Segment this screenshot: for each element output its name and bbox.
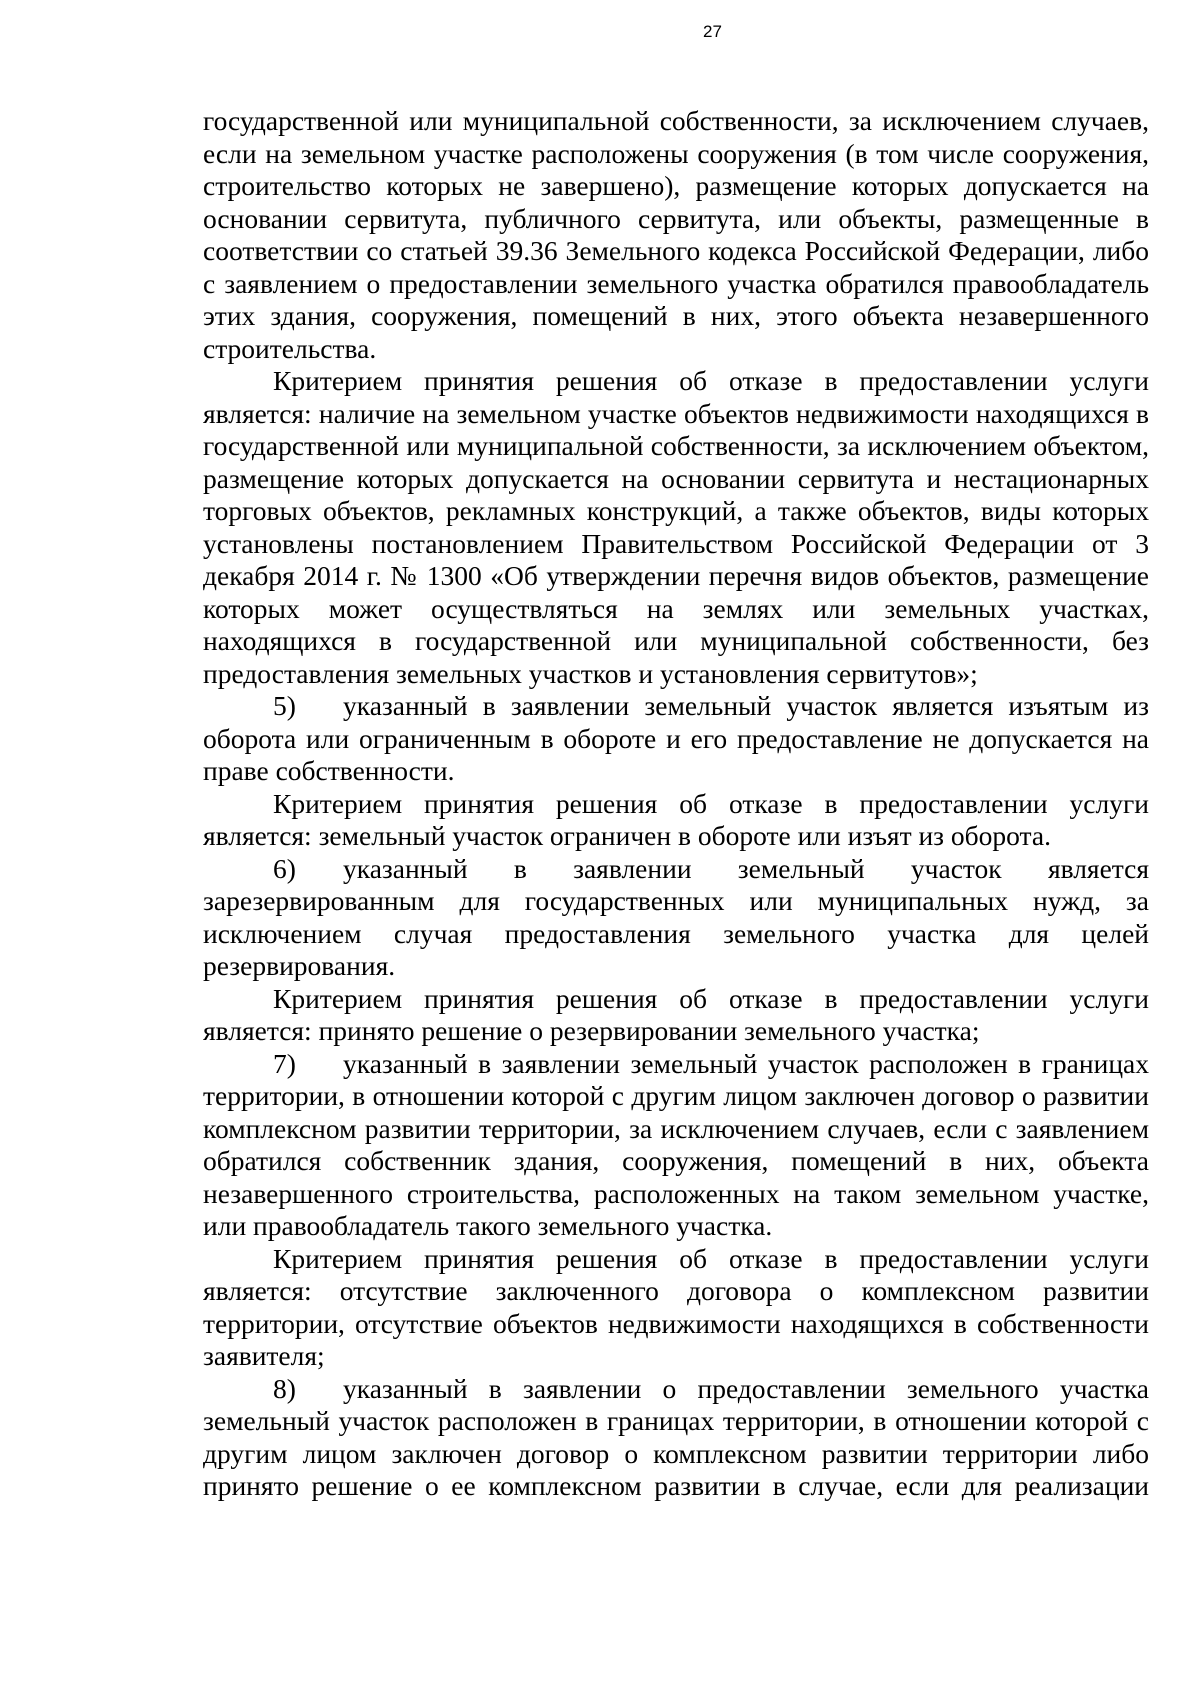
list-item-8 (203, 1373, 1149, 1503)
document-body (203, 105, 1149, 1503)
paragraph-criterion-6: Критерием принятия решения об отказе в предоставлении услуги является: принято решение о резервировании земельного участка; (203, 982, 1149, 1046)
item-number-5: 5) (273, 690, 296, 721)
item-number-6: 6) (273, 852, 296, 884)
item-number-7: 7) (273, 1047, 296, 1079)
paragraph-criterion-4: Критерием принятия решения об отказе в предоставлении услуги является: наличие на земельном участке объектов недвижимости находящихся в государственной или муниципальной собственности, за исключением объектом, размещение которых допускается на основании сервитута и нестационарных торговых объектов, рекламных конструкций, а также объектов, виды которых установлены постановлением Правительством Российской Федерации от 3 декабря 2014 г. № 1300 «Об утверждении перечня видов объектов, размещение которых может осуществляться на землях или земельных участках, находящихся в государственной или муниципальной собственности, без предоставления земельных участков и установления сервитутов»; (203, 365, 1149, 689)
list-item-7 (203, 1048, 1149, 1243)
list-item-8-text: указанный в заявлении о предоставлении земельного участка земельный участок расположен в границах территории, в отношении которой с другим лицом заключен договор о комплексном развитии территории либо принято решение о ее комплексном развитии в случае, если для реализации (203, 1372, 1149, 1501)
page-number: 27 (703, 22, 722, 41)
item-number-8: 8) (273, 1372, 296, 1404)
list-item-6 (203, 853, 1149, 983)
paragraph-continuation: государственной или муниципальной собственности, за исключением случаев, если на земельном участке расположены сооружения (в том числе сооружения, строительство которых не завершено), размещение которых допускается на основании сервитута, публичного сервитута, или объекты, размещенные в соответствии со статьей 39.36 Земельного кодекса Российской Федерации, либо с заявлением о предоставлении земельного участка обратился правообладатель этих здания, сооружения, помещений в них, этого объекта незавершенного строительства. (203, 105, 1149, 364)
list-item-7-text: указанный в заявлении земельный участок расположен в границах территории, в отношении которой с другим лицом заключен договор о развитии комплексном развитии территории, за исключением случаев, если с заявлением обратился собственник здания, сооружения, помещений в них, объекта незавершенного строительства, расположенных на таком земельном участке, или правообладатель такого земельного участка. (203, 1047, 1149, 1241)
list-item-5-text: указанный в заявлении земельный участок является изъятым из оборота или ограниченным в обороте и его предоставление не допускается на праве собственности. (203, 690, 1149, 786)
paragraph-criterion-5: Критерием принятия решения об отказе в предоставлении услуги является: земельный участок ограничен в обороте или изъят из оборота. (203, 787, 1149, 851)
paragraph-criterion-7: Критерием принятия решения об отказе в предоставлении услуги является: отсутствие заключенного договора о комплексном развитии территории, отсутствие объектов недвижимости находящихся в собственности заявителя; (203, 1242, 1149, 1371)
list-item-6-text: указанный в заявлении земельный участок является зарезервированным для государственных или муниципальных нужд, за исключением случая предоставления земельного участка для целей резервирования. (203, 852, 1149, 981)
list-item-5 (203, 690, 1149, 788)
